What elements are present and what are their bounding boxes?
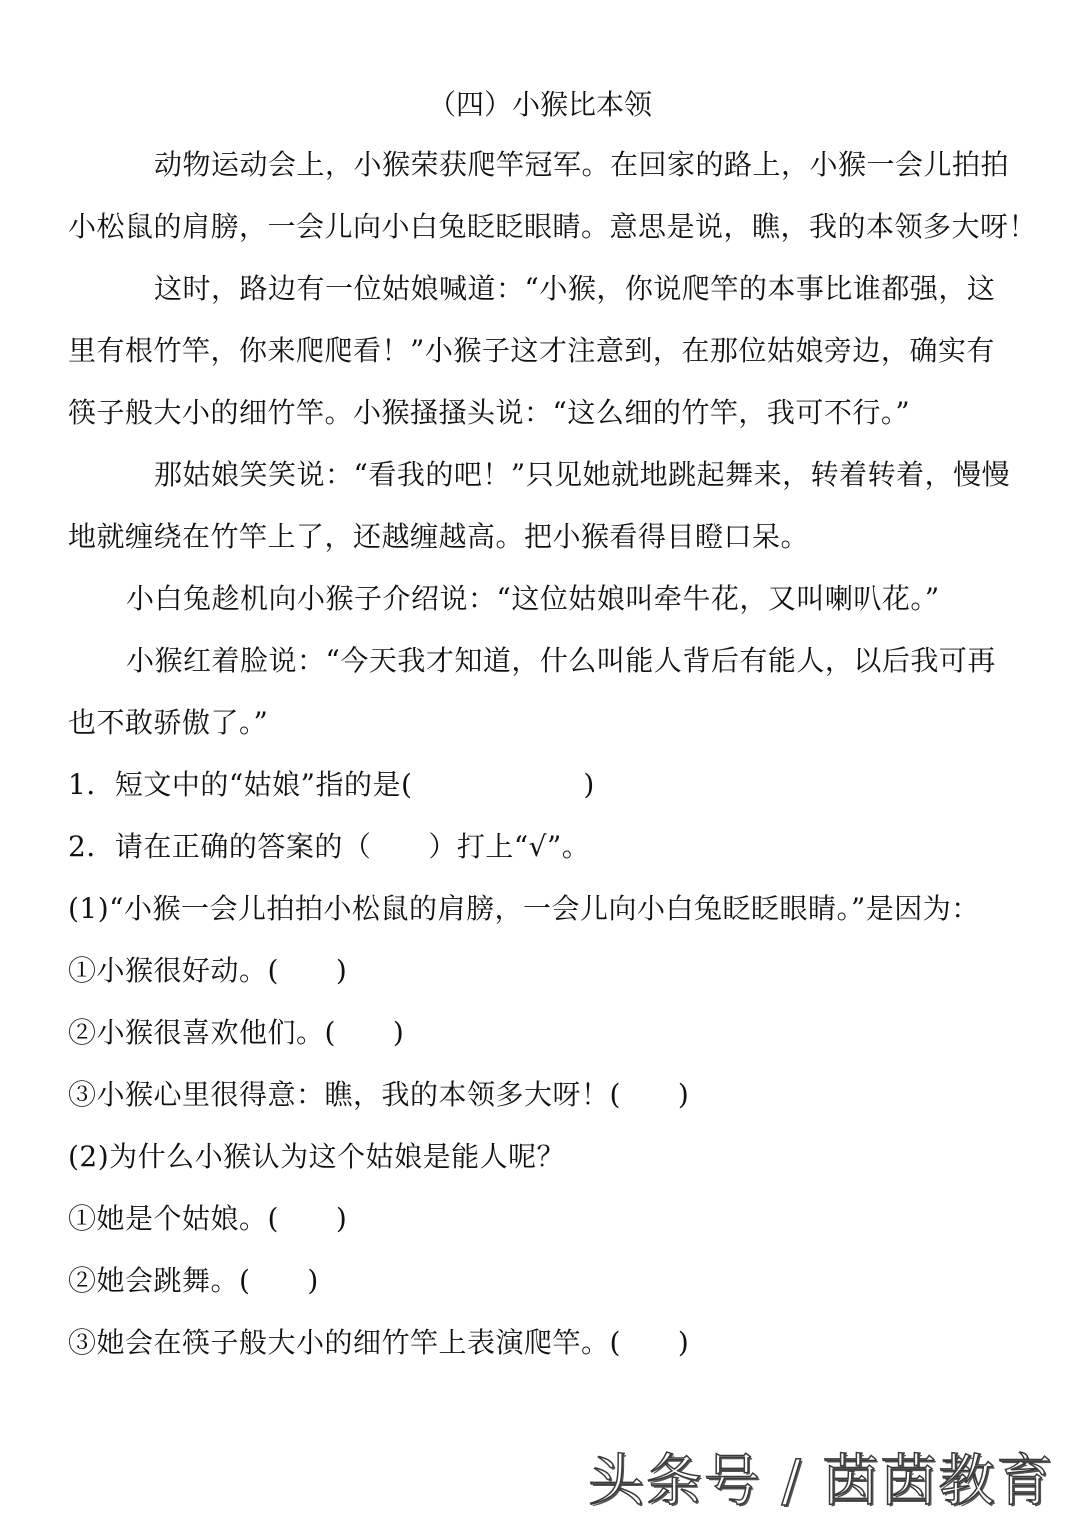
paragraph-line: 里有根竹竿，你来爬爬看！”小猴子这才注意到，在那位姑娘旁边，确实有 [68,334,995,367]
paragraph-line: 这时，路边有一位姑娘喊道：“小猴，你说爬竿的本事比谁都强，这 [154,272,996,305]
paragraph-line: 那姑娘笑笑说：“看我的吧！”只见她就地跳起舞来，转着转着，慢慢 [154,458,1011,491]
sub-question-1-option-1: ①小猴很好动。( ) [68,954,348,987]
sub-question-1-prompt: (1)“小猴一会儿拍拍小松鼠的肩膀，一会儿向小白兔眨眨眼睛。”是因为： [68,892,980,925]
paragraph-line: 也不敢骄傲了。” [68,706,269,739]
sub-question-2-option-1: ①她是个姑娘。( ) [68,1202,348,1235]
sub-question-1-option-2: ②小猴很喜欢他们。( ) [68,1016,405,1049]
sub-question-2-option-2: ②她会跳舞。( ) [68,1264,319,1297]
question-2: 2．请在正确的答案的（ ）打上“√”。 [68,830,591,863]
paragraph-line: 地就缠绕在竹竿上了，还越缠越高。把小猴看得目瞪口呆。 [68,520,810,553]
watermark: 头条号 / 茵茵教育 [588,1449,1055,1514]
page-title: （四）小猴比本领 [427,88,652,121]
paragraph-line: 筷子般大小的细竹竿。小猴搔搔头说：“这么细的竹竿，我可不行。” [68,396,911,429]
question-1: 1．短文中的“姑娘”指的是( ) [68,768,595,801]
sub-question-1-option-3: ③小猴心里很得意：瞧，我的本领多大呀！( ) [68,1078,690,1111]
sub-question-2-prompt: (2)为什么小猴认为这个姑娘是能人呢？ [68,1140,566,1173]
paragraph-line: 小白兔趁机向小猴子介绍说：“这位姑娘叫牵牛花，又叫喇叭花。” [126,582,940,615]
paragraph-line: 小猴红着脸说：“今天我才知道，什么叫能人背后有能人，以后我可再 [126,644,996,677]
sub-question-2-option-3: ③她会在筷子般大小的细竹竿上表演爬竿。( ) [68,1326,690,1359]
paragraph-line: 动物运动会上，小猴荣获爬竿冠军。在回家的路上，小猴一会儿拍拍 [154,148,1010,181]
paragraph-line: 小松鼠的肩膀，一会儿向小白兔眨眨眼睛。意思是说，瞧，我的本领多大呀！ [68,210,1038,243]
